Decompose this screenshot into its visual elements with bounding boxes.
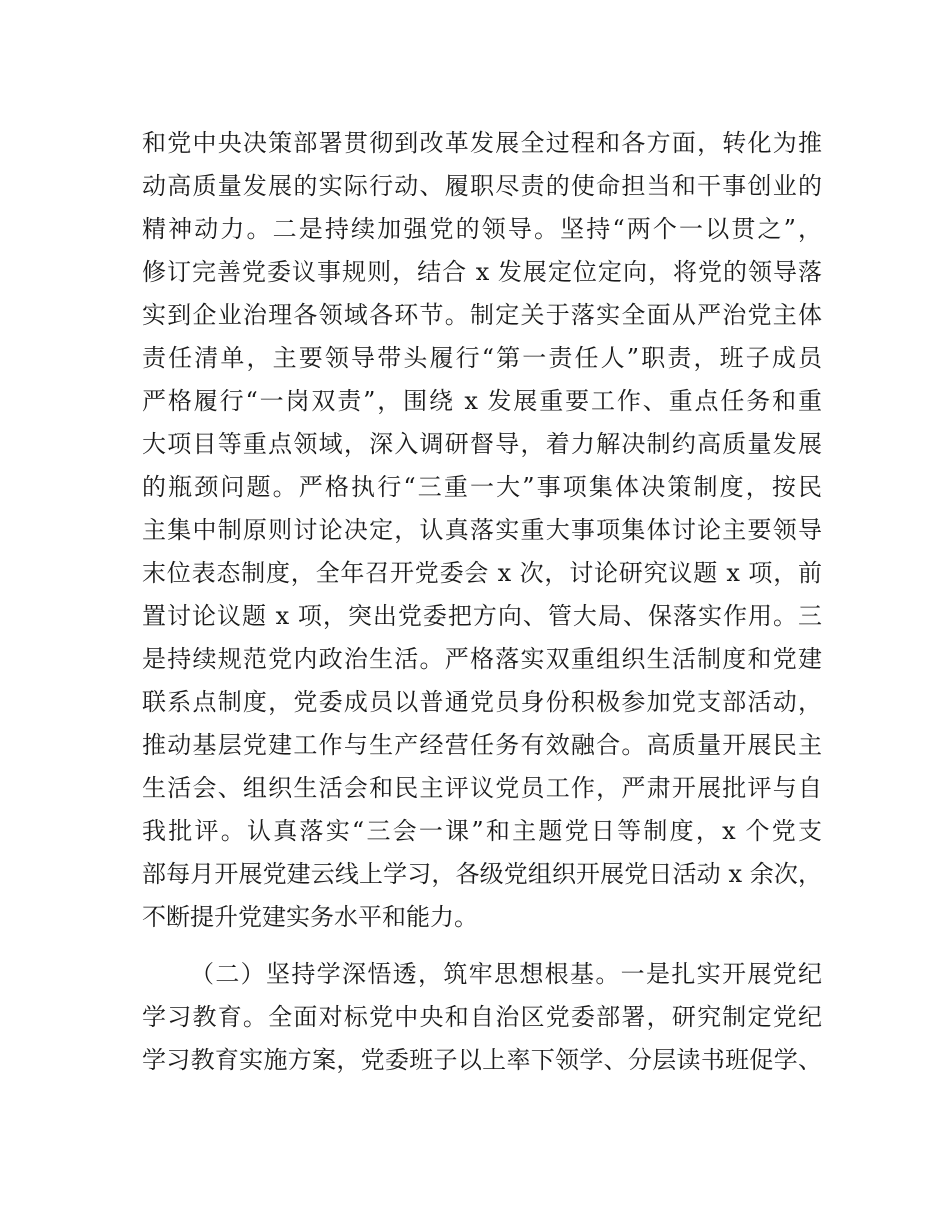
text-line: 动高质量发展的实际行动、履职尽责的使命担当和干事创业的 [142, 172, 822, 200]
text-line: 我批评。认真落实“三会一课”和主题党日等制度，x 个党支 [142, 817, 822, 845]
text-line: 的瓶颈问题。严格执行“三重一大”事项集体决策制度，按民 [142, 473, 822, 501]
text-line: 学习教育实施方案，党委班子以上率下领学、分层读书班促学、 [142, 1046, 822, 1074]
text-line: 部每月开展党建云线上学习，各级党组织开展党日活动 x 余次， [142, 860, 822, 888]
text-line: 生活会、组织生活会和民主评议党员工作，严肃开展批评与自 [142, 774, 822, 802]
text-line: 是持续规范党内政治生活。严格落实双重组织生活制度和党建 [142, 645, 822, 673]
text-line: 严格履行“一岗双责”，围绕 x 发展重要工作、重点任务和重 [142, 387, 822, 415]
text-line: 末位表态制度，全年召开党委会 x 次，讨论研究议题 x 项，前 [142, 559, 822, 587]
text-line: 置讨论议题 x 项，突出党委把方向、管大局、保落实作用。三 [142, 602, 822, 630]
text-line: 责任清单，主要领导带头履行“第一责任人”职责，班子成员 [142, 344, 822, 372]
text-line: 精神动力。二是持续加强党的领导。坚持“两个一以贯之”， [142, 215, 822, 243]
text-line: 实到企业治理各领域各环节。制定关于落实全面从严治党主体 [142, 301, 822, 329]
text-line: 大项目等重点领域，深入调研督导，着力解决制约高质量发展 [142, 430, 822, 458]
section-heading-line: （二）坚持学深悟透，筑牢思想根基。一是扎实开展党纪 [190, 960, 822, 988]
text-line: 主集中制原则讨论决定，认真落实重大事项集体讨论主要领导 [142, 516, 822, 544]
text-line: 推动基层党建工作与生产经营任务有效融合。高质量开展民主 [142, 731, 822, 759]
text-line: 联系点制度，党委成员以普通党员身份积极参加党支部活动， [142, 688, 822, 716]
text-line: 修订完善党委议事规则，结合 x 发展定位定向，将党的领导落 [142, 258, 822, 286]
text-line: 不断提升党建实务水平和能力。 [142, 903, 478, 931]
text-line: 学习教育。全面对标党中央和自治区党委部署，研究制定党纪 [142, 1003, 822, 1031]
text-line: 和党中央决策部署贯彻到改革发展全过程和各方面，转化为推 [142, 129, 822, 157]
